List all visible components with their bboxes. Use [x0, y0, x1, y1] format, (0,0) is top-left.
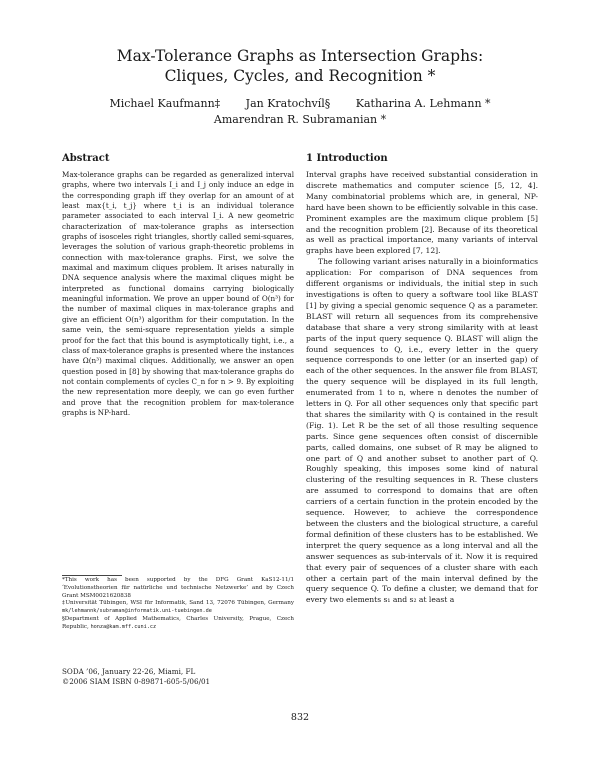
footnote-prague: §Department of Applied Mathematics, Charles University, Prague, Czech Republic, honza@kam.mff.cuni.cz [62, 615, 294, 630]
title-line-1: Max-Tolerance Graphs as Intersection Graphs: [116, 47, 484, 65]
author-lehmann: Katharina A. Lehmann * [355, 97, 491, 110]
author-list [80, 96, 520, 128]
footnote-rule [62, 575, 122, 576]
intro-paragraph-1: Interval graphs have received substantial consideration in discrete mathematics and computer science [5, 12, 4]. Many combinatorial problems which are, in general, NP-hard have been shown to be efficiently solvable in this case. Prominent examples are the maximum clique problem [5] and the recognition problem [2]. Because of its theoretical as well as practical importance, many variants of interval graphs have been explored [7, 12]. [306, 170, 538, 256]
footnotes [62, 577, 294, 632]
author-subramanian: Amarendran R. Subramanian * [213, 113, 387, 126]
introduction-heading: 1 Introduction [306, 153, 388, 164]
abstract-heading: Abstract [62, 153, 110, 164]
introduction-body [306, 170, 538, 606]
intro-paragraph-2: The following variant arises naturally in a bioinformatics application: For comparison of DNA sequences from different organisms or individuals, the initial step in such investigations is often to query a software tool like BLAST [1] by giving a special genomic sequence Q as a parameter. BLAST will return all sequences from its comprehensive database that share a very strong similarity with at least parts of the input query sequence Q. BLAST will align the found sequences to Q, i.e., every letter in the query sequence corresponds to one letter (or an inserted gap) of each of the other sequences. In the answer file from BLAST, the query sequence will be displayed in its full length, enumerated from 1 to n, where n denotes the number of letters in Q. For all other sequences only that specific part that shares the similarity with Q is contained in the result (Fig. 1). Let R be the set of all those resulting sequence parts. Since gene sequences often consist of discernible parts, called domains, one subset of R may be aligned to one part of Q and another subset to another part of Q. Roughly speaking, this imposes some kind of natural clustering of the resulting sequences in R. These clusters are assumed to correspond to domains that are often carriers of a certain function in the protein encoded by the sequence. However, to achieve the correspondence between the clusters and the biological structure, a careful formal definition of these clusters has to be established. We interpret the query sequence as a long interval and all the answer sequences as sub-intervals of it. Now it is required that every pair of sequences of a cluster share with each other a certain part of the main interval defined by the query sequence Q. To define a cluster, we demand that for every two elements s₁ and s₂ at least a [306, 257, 538, 605]
conference-line-2: ©2006 SIAM ISBN 0-89871-605-5/06/01 [62, 676, 211, 686]
abstract-text: Max-tolerance graphs can be regarded as generalized interval graphs, where two intervals I_i and I_j only induce an edge in the corresponding graph iff they overlap for an amount of at least max{t_i, t_j} where t_i is an individual tolerance parameter associated to each interval I_i. A new geometric characterization of max-tolerance graphs as intersection graphs of isosceles right triangles, shortly called semi-squares, leverages the solution of various graph-theoretic problems in connection with max-tolerance graphs. First, we solve the maximal and maximum cliques problem. It arises naturally in DNA sequence analysis where the maximal cliques might be interpreted as functional domains carrying biologically meaningful information. We prove an upper bound of O(n³) for the number of maximal cliques in max-tolerance graphs and give an efficient O(n³) algorithm for their computation. In the same vein, the semi-square representation yields a simple proof for the fact that this bound is asymptotically tight, i.e., a class of max-tolerance graphs is presented where the instances have Ω(n³) maximal cliques. Additionally, we answer an open question posed in [8] by showing that max-tolerance graphs do not contain complements of cycles C_n for n > 9. By exploiting the new representation more deeply, we can go even further and prove that the recognition problem for max-tolerance graphs is NP-hard. [62, 170, 294, 417]
author-kaufmann: Michael Kaufmann‡ [109, 97, 221, 110]
author-kratochvil: Jan Kratochvíl§ [245, 97, 331, 110]
footnote-tuebingen: ‡Universität Tübingen, WSI für Informatik, Sand 13, 72076 Tübingen, Germany mk/lehmannk/subraman@informatik.uni-tuebingen.de [62, 600, 294, 615]
conference-info [62, 667, 210, 686]
footnote-email-tuebingen[interactable]: mk/lehmannk/subraman@informatik.uni-tuebingen.de [62, 608, 212, 615]
footnote-funding: *This work has been supported by the DFG Grant KaS12-11/1 ‘Evolutionstheorien für natürliche und technische Netzwerke’ and by Czech Grant MSM0021620838 [62, 577, 294, 599]
page-number: 832 [290, 712, 310, 723]
conference-line-1: SODA ’06, January 22-26, Miami, FL [62, 667, 196, 676]
title-line-2: Cliques, Cycles, and Recognition * [164, 67, 436, 85]
footnote-email-prague[interactable]: honza@kam.mff.cuni.cz [90, 623, 157, 630]
paper-title [60, 46, 540, 86]
